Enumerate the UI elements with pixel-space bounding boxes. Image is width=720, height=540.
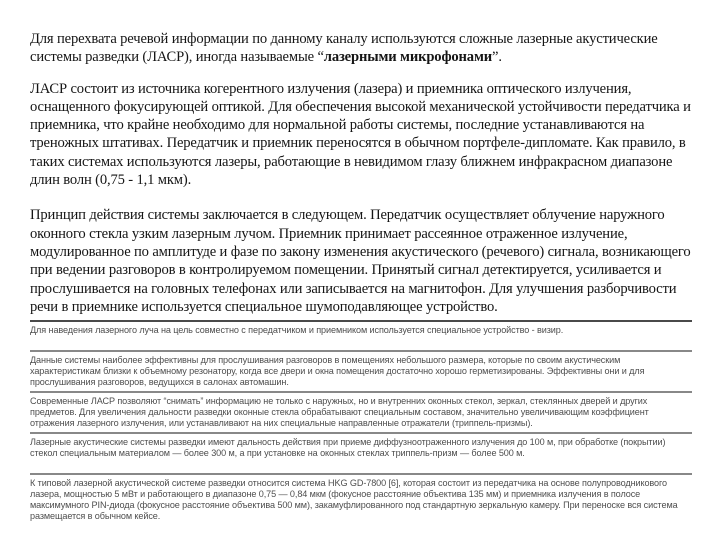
paragraph-intro-end: ”.: [492, 49, 502, 66]
paragraph-intro-text: Для перехвата речевой информации по данному каналу используются сложные лазерные акустические системы разведки (ЛАСР), иногда называемые “: [30, 31, 658, 66]
blurred-section: [30, 320, 692, 537]
blurred-block-1: Для наведения лазерного луча на цель совместно с передатчиком и приемником используется специальное устройство - визир.: [30, 324, 692, 352]
blurred-block-3: Современные ЛАСР позволяют “снимать” информацию не только с наружных, но и внутренних оконных стекол, зеркал, стеклянных дверей и других предметов. Для увеличения дальности разведки оконные стекла обрабатывают специальным составом, значительно увеличивающим коэффициент отражения лазерного излучения, или устанавливают на них специальные направленные отражатели (триппель-призмы).: [30, 395, 692, 434]
paragraph-operating-principle: Принцип действия системы заключается в следующем. Передатчик осуществляет облучение наружного оконного стекла узким лазерным лучом. Приемник принимает рассеянное отраженное излучение, модулированное по амплитуде и фазе по закону изменения акустического (речевого) сигнала, возникающего при ведении разговоров в контролируемом помещении. Принятый сигнал детектируется, усиливается и прослушивается на головных телефонах или записывается на магнитофон. Для улучшения разборчивости речи в приемнике используется специальное шумоподавляющее устройство.: [30, 207, 691, 315]
paragraph-lasr-composition: ЛАСР состоит из источника когерентного излучения (лазера) и приемника оптического излучения, оснащенного фокусирующей оптикой. Для обеспечения высокой механической устойчивости передатчика и приемника, что крайне необходимо для нормальной работы системы, последние устанавливаются на треножных штативах. Передатчик и приемник переносятся в обычном портфеле-дипломате. Как правило, в таких системах используются лазеры, работающие в невидимом глазу ближнем инфракрасном диапазоне длин волн (0,75 - 1,1 мкм).: [30, 80, 691, 189]
main-text: [30, 30, 692, 329]
paragraph-intro-bold: лазерными микрофонами: [323, 49, 492, 66]
blurred-block-4: Лазерные акустические системы разведки имеют дальность действия при приеме диффузноотраженного излучения до 100 м, при обработке (покрытии) стекол специальным материалом — более 300 м, а при установке на оконных стеклах триппель-призм — более 500 м.: [30, 436, 692, 475]
blurred-block-2: Данные системы наиболее эффективны для прослушивания разговоров в помещениях небольшого размера, которые по своим акустическим характеристикам близки к объемному резонатору, когда все двери и окна помещения достаточно хорошо герметизированы. Эффективны они и для прослушивания разговоров, ведущихся в салонах автомашин.: [30, 354, 692, 393]
blurred-block-5: К типовой лазерной акустической системе разведки относится система HKG GD-7800 [6], которая состоит из передатчика на основе полупроводникового лазера, мощностью 5 мВт и работающего в диапазоне 0,75 — 0,84 мкм (фокусное расстояние объектива 135 мм) и приемника излучения в полосе максимумного PIN-диода (фокусное расстояние объектива 500 мм), закамуфлированного под стандартную зеркальную камеру. При переноске вся система размещается в обычном кейсе.: [30, 478, 678, 521]
paragraph-intro: [30, 30, 692, 67]
